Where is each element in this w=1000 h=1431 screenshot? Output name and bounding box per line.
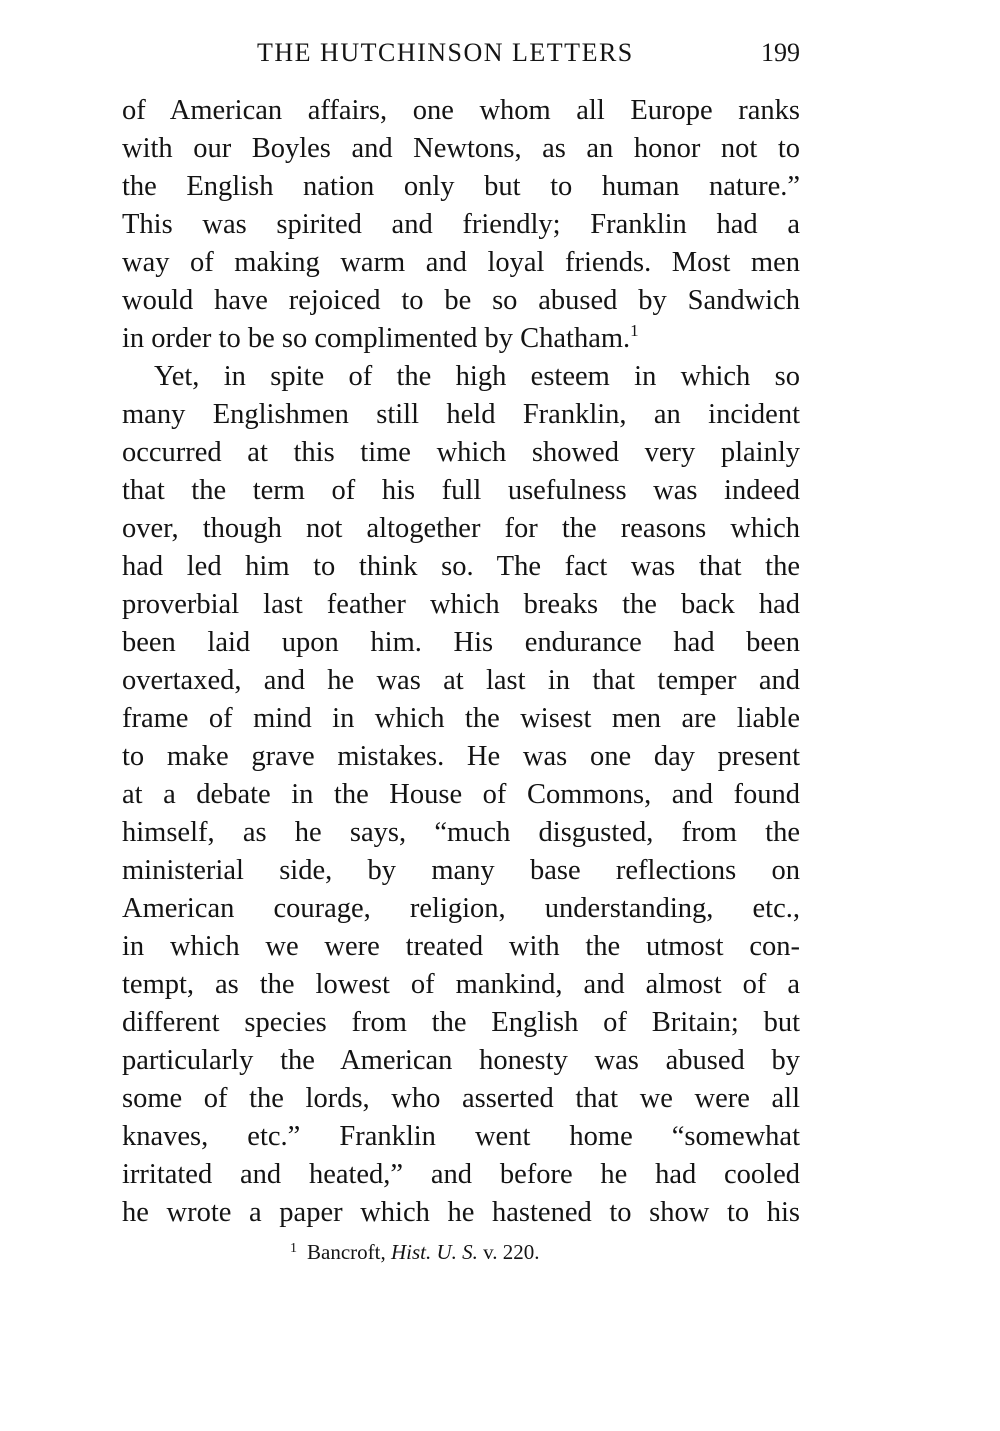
paragraph-1	[122, 92, 800, 358]
text-line: tempt, as the lowest of mankind, and almost of a	[122, 969, 800, 1000]
text-line: would have rejoiced to be so abused by Sandwich	[122, 285, 800, 316]
footnote	[290, 1240, 540, 1265]
running-title: THE HUTCHINSON LETTERS	[257, 38, 634, 67]
text-line: the English nation only but to human nature.”	[122, 171, 800, 202]
text-line-with-footnote	[122, 320, 800, 358]
text-line: way of making warm and loyal friends. Most men	[122, 247, 800, 278]
body-text	[122, 92, 800, 1232]
text-line: proverbial last feather which breaks the back had	[122, 589, 800, 620]
footnote-reference: 1	[630, 321, 639, 340]
paragraph-2	[122, 358, 800, 1232]
text-line: different species from the English of Britain; but	[122, 1007, 800, 1038]
footnote-work-title: Hist. U. S.	[390, 1240, 478, 1264]
text-line: frame of mind in which the wisest men are liable	[122, 703, 800, 734]
text-line: to make grave mistakes. He was one day present	[122, 741, 800, 772]
footnote-author: Bancroft,	[307, 1240, 386, 1264]
text-line: This was spirited and friendly; Franklin had a	[122, 209, 800, 240]
text-line: over, though not altogether for the reasons which	[122, 513, 800, 544]
text-line: at a debate in the House of Commons, and found	[122, 779, 800, 810]
text-line: himself, as he says, “much disgusted, from the	[122, 817, 800, 848]
text-line: he wrote a paper which he hastened to show to his	[122, 1197, 800, 1228]
text-line: overtaxed, and he was at last in that temper and	[122, 665, 800, 696]
text-line: in which we were treated with the utmost con-	[122, 931, 800, 962]
text-line: Yet, in spite of the high esteem in which so	[154, 361, 800, 392]
text-line: of American affairs, one whom all Europe ranks	[122, 95, 800, 126]
footnote-mark: 1	[290, 1241, 297, 1256]
text-line: occurred at this time which showed very plainly	[122, 437, 800, 468]
text-line: many Englishmen still held Franklin, an incident	[122, 399, 800, 430]
running-head	[124, 38, 800, 78]
text-line: ministerial side, by many base reflections on	[122, 855, 800, 886]
text-line: particularly the American honesty was abused by	[122, 1045, 800, 1076]
text-line: some of the lords, who asserted that we were all	[122, 1083, 800, 1114]
text-line: with our Boyles and Newtons, as an honor not to	[122, 133, 800, 164]
text-line: in order to be so complimented by Chatham.	[122, 323, 631, 354]
text-line: had led him to think so. The fact was that the	[122, 551, 800, 582]
text-line: been laid upon him. His endurance had been	[122, 627, 800, 658]
page-number: 199	[761, 38, 800, 67]
text-line: that the term of his full usefulness was indeed	[122, 475, 800, 506]
text-line: knaves, etc.” Franklin went home “somewhat	[122, 1121, 800, 1152]
text-line: irritated and heated,” and before he had cooled	[122, 1159, 800, 1190]
footnote-reference-detail: v. 220.	[483, 1240, 540, 1264]
text-line: American courage, religion, understanding, etc.,	[122, 893, 800, 924]
